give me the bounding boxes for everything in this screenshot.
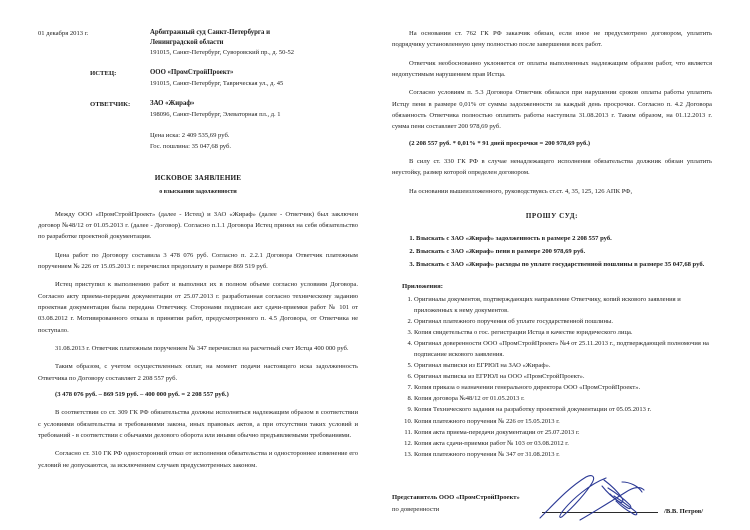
signatory-name: /В.В. Петров/ bbox=[664, 508, 704, 516]
penalty-calculation: (2 208 557 руб. * 0,01% * 91 дней просрочки = 200 978,69 руб.) bbox=[409, 139, 591, 147]
body-paragraph: Между ООО «ПромСтройПроект» (далее - Истец) и ЗАО «Жираф» (далее - Ответчик) был заключен договор №48/12 от 01.05.2013 г. (далее - Договор). Согласно п.1.1 Договора Истец принял на себя обязательство по разработке проектной документации. bbox=[38, 210, 358, 241]
page-subtitle: о взыскании задолженности bbox=[159, 189, 237, 196]
defendant-address: 198096, Санкт-Петербург, Элеваторная пл., д. 1 bbox=[150, 110, 281, 118]
body-paragraph: 31.08.2013 г. Ответчик платежным поручением № 347 перечислил на расчетный счет Истца 400 000 руб. bbox=[55, 344, 349, 352]
court-name-line2: Ленинградской области bbox=[150, 38, 224, 46]
list-item: 1. Взыскать с ЗАО «Жираф» задолженность в размере 2 208 557 руб. bbox=[416, 233, 712, 244]
right-column bbox=[392, 0, 712, 530]
body-paragraph: Таким образом, с учетом осуществленных оплат, на момент подачи настоящего иска задолженность Ответчика по Договору составляет 2 208 557 руб. bbox=[38, 363, 358, 382]
handwritten-signature bbox=[534, 474, 664, 522]
defendant-label: ОТВЕТЧИК: bbox=[90, 101, 131, 109]
body-paragraph: На основании вышеизложенного, руководствуясь ст.ст. 4, 35, 125, 126 АПК РФ, bbox=[409, 187, 633, 195]
appendix-list bbox=[392, 295, 712, 460]
list-item: 11. Копия акта приема-передачи документации от 25.07.2013 г. bbox=[414, 428, 712, 439]
list-item: 12. Копия акта сдачи-приемки работ № 103 от 03.08.2012 г. bbox=[414, 439, 712, 450]
list-item: 6. Оригинал выписка из ЕГРЮЛ на ООО «ПромСтройПроект». bbox=[414, 372, 712, 383]
left-column bbox=[38, 0, 358, 530]
list-item: 4. Оригинал доверенности ООО «ПромСтройПроект» №4 от 25.11.2013 г., подтверждающей полномочия на подписание искового заявления. bbox=[414, 339, 712, 360]
body-paragraph: Цена работ по Договору составила 3 478 076 руб. Согласно п. 2.2.1 Договора Ответчик платежным поручением № 226 от 15.05.2013 г. перечислил предоплату в размере 869 519 руб. bbox=[38, 251, 358, 270]
request-heading: ПРОШУ СУД: bbox=[525, 211, 579, 220]
body-paragraph: На основании ст. 762 ГК РФ заказчик обязан, если иное не предусмотрено договором, уплатить подрядчику установленную цену полностью после завершения всех работ. bbox=[392, 30, 712, 49]
body-paragraph: Согласно ст. 310 ГК РФ односторонний отказ от исполнения обязательства и одностороннее изменение его условий не допускаются, за исключением случаев предусмотренных законом. bbox=[38, 450, 358, 469]
list-item: 5. Оригинал выписки из ЕГРЮЛ на ЗАО «Жираф». bbox=[414, 361, 712, 372]
document-date: 01 декабря 2013 г. bbox=[38, 30, 89, 37]
document-header bbox=[38, 28, 358, 57]
list-item: 13. Копия платежного поручения № 347 от 31.08.2013 г. bbox=[414, 450, 712, 461]
body-paragraph: Ответчик необоснованно уклоняется от оплаты выполненных надлежащим образом работ, что является недопустимым нарушением прав Истца. bbox=[392, 59, 712, 78]
list-item: 3. Взыскать с ЗАО «Жираф» расходы по уплате государственной пошлины в размере 35 047,68 руб. bbox=[416, 259, 712, 270]
signature-block bbox=[392, 482, 712, 528]
list-item: 9. Копия Технического задания на разработку проектной документации от 05.05.2013 г. bbox=[414, 405, 712, 416]
defendant-body bbox=[150, 99, 358, 119]
page-title: ИСКОВОЕ ЗАЯВЛЕНИЕ bbox=[154, 173, 242, 182]
signatory-role-line1: Представитель ООО «ПромСтройПроект» bbox=[392, 494, 520, 502]
court-block bbox=[150, 28, 358, 57]
plaintiff-body bbox=[150, 68, 358, 88]
court-name-line1: Арбитражный суд Санкт-Петербурга и bbox=[150, 29, 271, 36]
body-paragraph: В силу ст. 330 ГК РФ в случае ненадлежащего исполнения обязательства должник обязан уплатить неустойку, размер которой определен договором. bbox=[392, 157, 712, 177]
defendant-name: ЗАО «Жираф» bbox=[150, 100, 195, 108]
list-item: 8. Копия договора №48/12 от 01.05.2013 г. bbox=[414, 394, 712, 405]
claim-amounts bbox=[150, 131, 358, 151]
plaintiff-block bbox=[90, 68, 358, 88]
state-fee: Гос. пошлина: 35 047,68 руб. bbox=[150, 142, 232, 150]
plaintiff-address: 191015, Санкт-Петербург, Таврическая ул., д. 45 bbox=[150, 79, 284, 87]
list-item: 10. Копия платежного поручения № 226 от 15.05.2013 г. bbox=[414, 417, 712, 428]
claim-price: Цена иска: 2 409 535,69 руб. bbox=[150, 132, 230, 140]
signature-rule bbox=[542, 512, 658, 513]
list-item: 3. Копия свидетельства о гос. регистрации Истца в качестве юридического лица. bbox=[414, 328, 712, 339]
body-paragraph: В соответствии со ст. 309 ГК РФ обязательства должны исполняться надлежащим образом в соответствии с условиями обязательства и требованиями закона, иных правовых актов, а при отсутствии таких условий и требований - в соответствии с обычаями делового оборота или иными обычно предъявляемыми требованиями. bbox=[38, 409, 358, 439]
court-address: 191015, Санкт-Петербург, Суворовский пр., д. 50-52 bbox=[150, 48, 295, 56]
body-paragraph: Согласно условиям п. 5.3 Договора Ответчик обязался при нарушении сроков оплаты работы уплатить Истцу пени в размере 0,01% от суммы задолженности за каждый день просрочки. Согласно п. 4.2 Договора обязанность Ответчика полностью оплатить работы наступила 31.08.2013 г. Таким образом, на 01.12.2013 г. сумма пени составляет 200 978,69 руб. bbox=[392, 89, 712, 131]
list-item: 7. Копия приказа о назначении генерального директора ООО «ПромСтройПроект». bbox=[414, 383, 712, 394]
plaintiff-label: ИСТЕЦ: bbox=[90, 70, 117, 78]
demands-list bbox=[392, 233, 712, 270]
debt-calculation: (3 478 076 руб. – 869 519 руб. – 400 000 руб. = 2 208 557 руб.) bbox=[55, 390, 229, 398]
list-item: 1. Оригиналы документов, подтверждающих направление Ответчику, копий искового заявления и приложенных к нему документов. bbox=[414, 295, 712, 316]
signatory-role bbox=[392, 492, 520, 515]
signatory-role-line2: по доверенности bbox=[392, 505, 440, 513]
defendant-block bbox=[90, 99, 358, 119]
appendix-heading: Приложения: bbox=[402, 282, 443, 290]
plaintiff-name: ООО «ПромСтройПроект» bbox=[150, 69, 234, 77]
list-item: 2. Взыскать с ЗАО «Жираф» пени в размере 200 978,69 руб. bbox=[416, 246, 712, 257]
list-item: 2. Оригинал платежного поручения об уплате государственной пошлины. bbox=[414, 317, 712, 328]
body-paragraph: Истец приступил к выполнению работ и выполнил их в полном объеме согласно условиям Договора. Согласно акту приема-передачи документации от 25.07.2013 г. разработанная согласно техническому заданию проектная документация была передана Ответчику. Сторонами подписан акт сдачи-приемки работ № 101 от 03.08.2012 г. Мотивированного отказа в принятии работ, предусмотренного п. 4.5 Договора, от Ответчика не поступало. bbox=[38, 281, 358, 334]
